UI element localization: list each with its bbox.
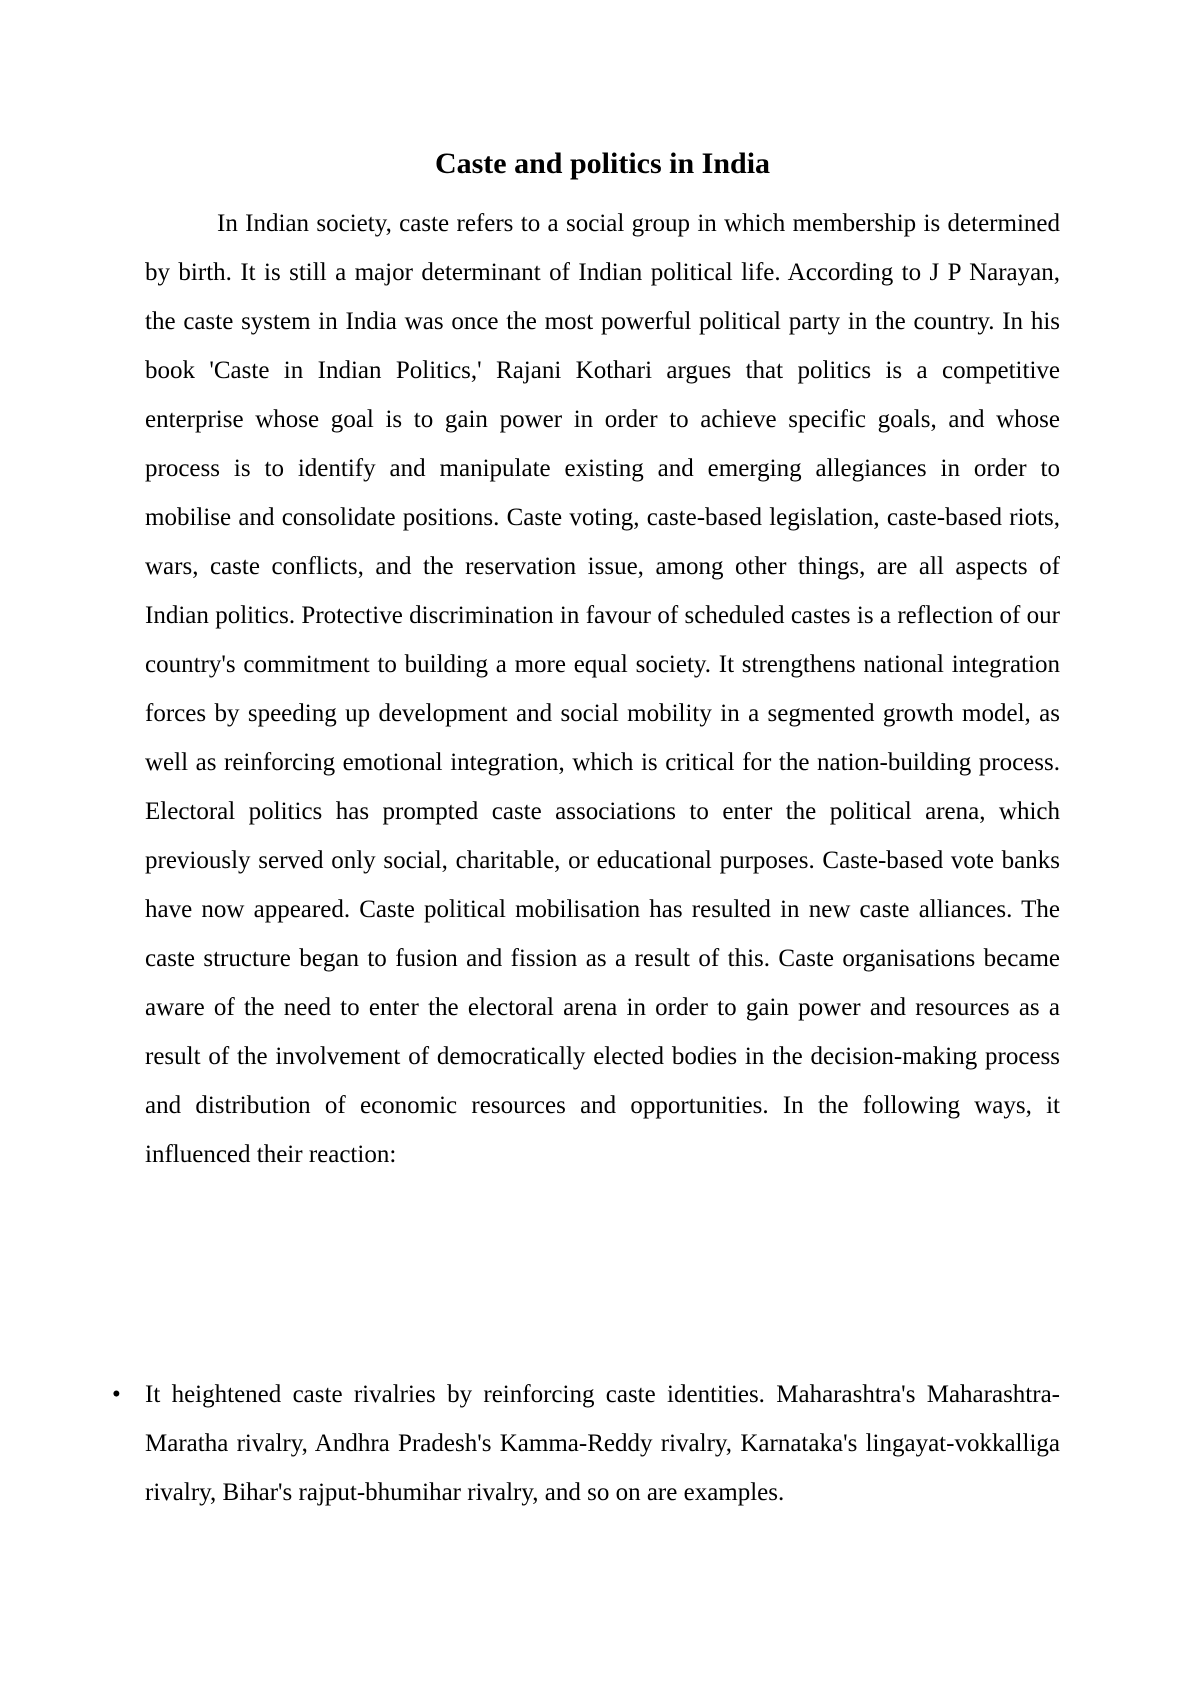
document-title: Caste and politics in India bbox=[434, 147, 771, 180]
body-paragraph: In Indian society, caste refers to a social group in which membership is determined by birth. It is still a major determinant of Indian political life. According to J P Narayan, the caste system in India was once the most powerful political party in the country. In his book 'Caste in Indian Politics,' Rajani Kothari argues that politics is a competitive enterprise whose goal is to gain power in order to achieve specific goals, and whose process is to identify and manipulate existing and emerging allegiances in order to mobilise and consolidate positions. Caste voting, caste-based legislation, caste-based riots, wars, caste conflicts, and the reservation issue, among other things, are all aspects of Indian politics. Protective discrimination in favour of scheduled castes is a reflection of our country's commitment to building a more equal society. It strengthens national integration forces by speeding up development and social mobility in a segmented growth model, as well as reinforcing emotional integration, which is critical for the nation-building process. Electoral politics has prompted caste associations to enter the political arena, which previously served only social, charitable, or educational purposes. Caste-based vote banks have now appeared. Caste political mobilisation has resulted in new caste alliances. The caste structure began to fusion and fission as a result of this. Caste organisations became aware of the need to enter the electoral arena in order to gain power and resources as a result of the involvement of democratically elected bodies in the decision-making process and distribution of economic resources and opportunities. In the following ways, it influenced their reaction: bbox=[145, 210, 1060, 1168]
bullet-list bbox=[108, 1370, 1060, 1517]
bullet-item bbox=[108, 1370, 1060, 1517]
bullet-marker: • bbox=[112, 1381, 121, 1408]
bullet-text: It heightened caste rivalries by reinforcing caste identities. Maharashtra's Maharashtra-Maratha rivalry, Andhra Pradesh's Kamma-Reddy rivalry, Karnataka's lingayat-vokkalliga rivalry, Bihar's rajput-bhumihar rivalry, and so on are examples. bbox=[145, 1381, 1060, 1506]
